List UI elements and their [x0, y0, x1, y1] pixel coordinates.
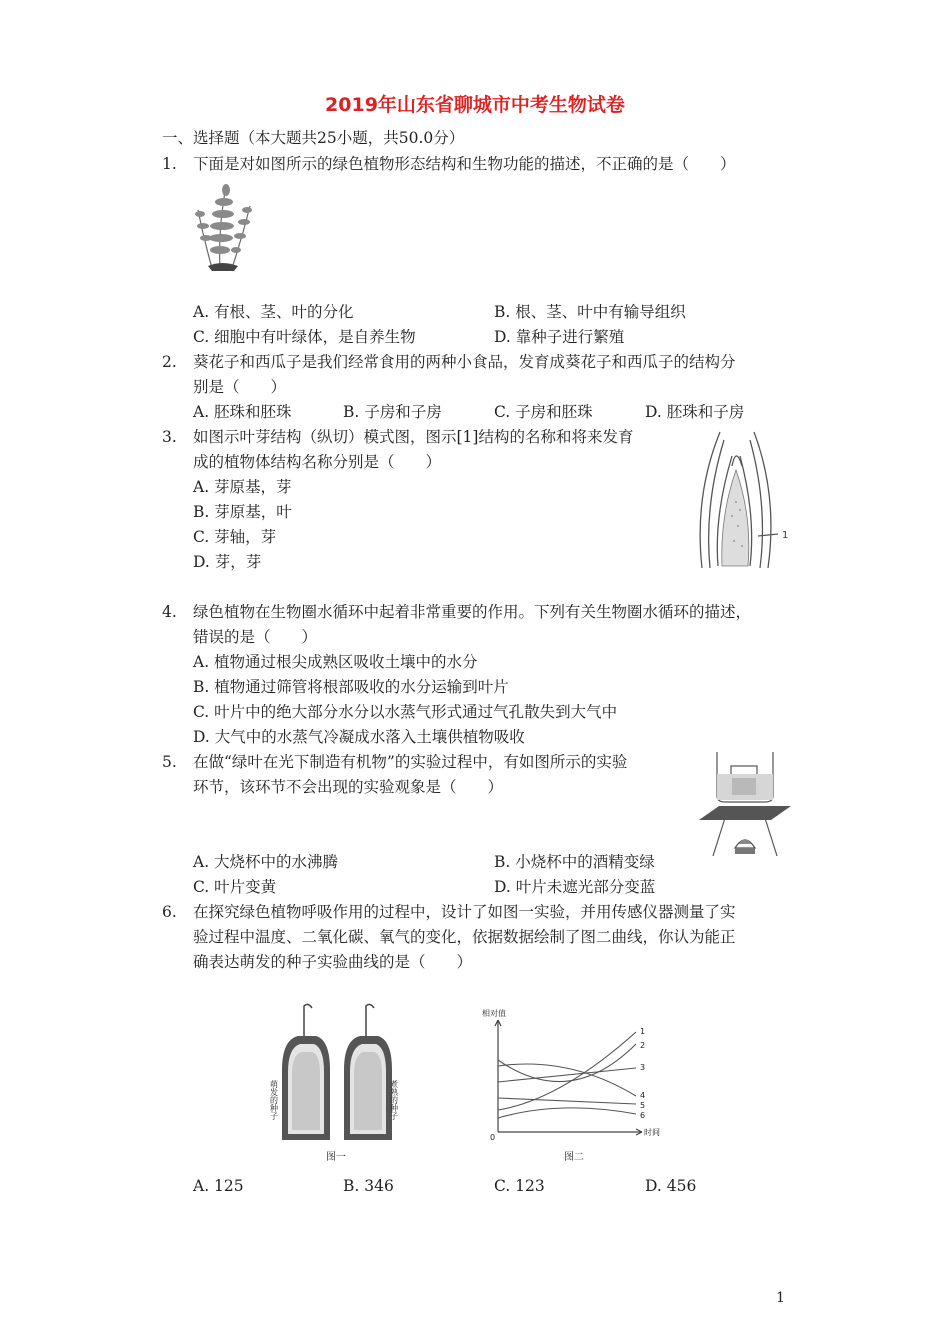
question-number: 2. — [162, 353, 177, 371]
option-c: C. 子房和胚珠 — [494, 403, 593, 421]
option-b: B. 子房和子房 — [343, 403, 442, 421]
option-c: C. 123 — [494, 1177, 545, 1195]
figure-label-1: 1 — [782, 530, 789, 541]
seed-label-left: 萌发的种子 — [269, 1080, 279, 1120]
question-text: 别是（ ） — [193, 378, 287, 396]
option-d: D. 叶片未遮光部分变蓝 — [494, 878, 656, 896]
question-number: 3. — [162, 428, 177, 446]
fern-plant-figure — [190, 180, 260, 272]
question-text: 验过程中温度、二氧化碳、氧气的变化，依据数据绘制了图二曲线，你认为能正 — [193, 928, 736, 946]
x-axis-label: 时间 — [644, 1128, 660, 1137]
question-number: 4. — [162, 603, 177, 621]
option-c: C. 叶片中的绝大部分水分以水蒸气形式通过气孔散失到大气中 — [193, 703, 618, 721]
option-d: D. 胚珠和子房 — [645, 403, 745, 421]
y-axis-label: 相对值 — [482, 1009, 506, 1018]
question-text: 环节，该环节不会出现的实验观象是（ ） — [193, 778, 504, 796]
page-title: 2019年山东省聊城市中考生物试卷 — [325, 94, 625, 116]
question-text: 确表达萌发的种子实验曲线的是（ ） — [193, 953, 473, 971]
question-text: 在探究绿色植物呼吸作用的过程中，设计了如图一实验，并用传感仪器测量了实 — [193, 903, 736, 921]
option-c: C. 芽轴，芽 — [193, 528, 277, 546]
option-b: B. 植物通过筛管将根部吸收的水分运输到叶片 — [193, 678, 509, 696]
question-text: 成的植物体结构名称分别是（ ） — [193, 453, 442, 471]
page-number: 1 — [776, 1290, 785, 1306]
option-c: C. 细胞中有叶绿体，是自养生物 — [193, 328, 416, 346]
curve-label-5: 5 — [640, 1101, 646, 1110]
option-d: D. 456 — [645, 1177, 697, 1195]
water-bath-figure — [695, 748, 795, 860]
option-c: C. 叶片变黄 — [193, 878, 277, 896]
leaf-bud-figure — [692, 426, 792, 574]
option-a: A. 有根、茎、叶的分化 — [193, 303, 354, 321]
question-text: 如图示叶芽结构（纵切）模式图，图示[1]结构的名称和将来发育 — [193, 428, 634, 446]
curve-label-6: 6 — [640, 1111, 646, 1120]
question-number: 6. — [162, 903, 177, 921]
figure-caption-1: 图一 — [326, 1152, 346, 1163]
option-b: B. 小烧杯中的酒精变绿 — [494, 853, 655, 871]
option-a: A. 胚珠和胚珠 — [193, 403, 292, 421]
question-number: 5. — [162, 753, 177, 771]
question-text: 葵花子和西瓜子是我们经常食用的两种小食品，发育成葵花子和西瓜子的结构分 — [193, 353, 736, 371]
question-text: 在做“绿叶在光下制造有机物”的实验过程中，有如图所示的实验 — [193, 753, 628, 771]
question-text: 下面是对如图所示的绿色植物形态结构和生物功能的描述，不正确的是（ ） — [193, 155, 736, 173]
option-a: A. 植物通过根尖成熟区吸收土壤中的水分 — [193, 653, 478, 671]
origin-label: 0 — [490, 1133, 496, 1142]
option-b: B. 根、茎、叶中有输导组织 — [494, 303, 686, 321]
option-a: A. 125 — [193, 1177, 244, 1195]
section-heading: 一、选择题（本大题共25小题，共50.0分） — [162, 129, 465, 147]
option-b: B. 346 — [343, 1177, 394, 1195]
question-text: 绿色植物在生物圈水循环中起着非常重要的作用。下列有关生物圈水循环的描述， — [193, 603, 752, 621]
question-text: 错误的是（ ） — [193, 628, 318, 646]
curve-label-3: 3 — [640, 1063, 646, 1072]
option-d: D. 芽，芽 — [193, 553, 262, 571]
curves-chart-figure — [480, 1000, 660, 1170]
option-a: A. 芽原基，芽 — [193, 478, 292, 496]
curve-label-4: 4 — [640, 1091, 646, 1100]
option-d: D. 靠种子进行繁殖 — [494, 328, 625, 346]
option-d: D. 大气中的水蒸气冷凝成水落入土壤供植物吸收 — [193, 728, 525, 746]
option-b: B. 芽原基，叶 — [193, 503, 292, 521]
curve-label-1: 1 — [640, 1027, 646, 1036]
seed-label-right: 煮熟的种子 — [389, 1080, 398, 1120]
option-a: A. 大烧杯中的水沸腾 — [193, 853, 339, 871]
question-number: 1. — [162, 155, 177, 173]
thermos-flasks-figure — [268, 1000, 398, 1170]
figure-caption-2: 图二 — [564, 1152, 584, 1163]
curve-label-2: 2 — [640, 1041, 646, 1050]
